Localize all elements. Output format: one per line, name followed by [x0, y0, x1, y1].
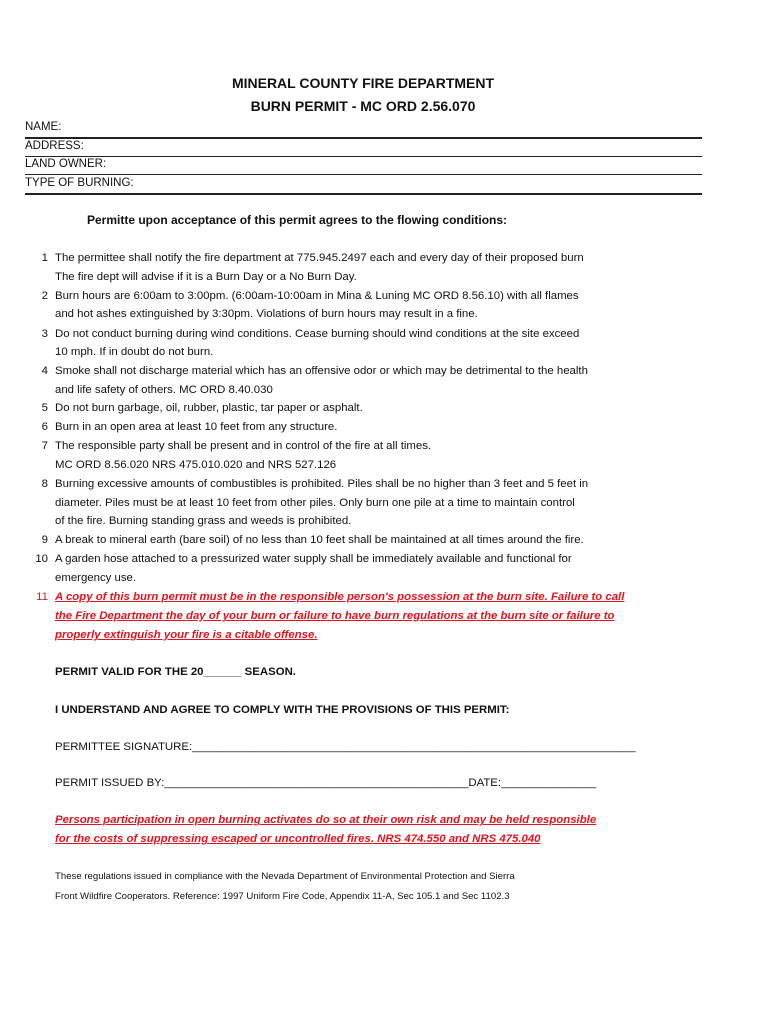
condition-text: 10 mph. If in doubt do not burn.: [55, 346, 214, 358]
condition-number: 1: [41, 252, 48, 264]
condition-text: Do not conduct burning during wind conditions. Cease burning should wind conditions at the site exceed: [55, 328, 580, 340]
condition-number: 2: [41, 290, 48, 302]
footer-note: Front Wildfire Cooperators. Reference: 1997 Uniform Fire Code, Appendix 11-A, Sec 105.1 and Sec 1102.3: [55, 891, 510, 902]
condition-text: Burn in an open area at least 10 feet from any structure.: [55, 421, 338, 433]
condition-number: 11: [36, 591, 48, 603]
condition-number: 5: [41, 402, 48, 414]
permit-issued-by-line[interactable]: PERMIT ISSUED BY:________________________________________________DATE:_______________: [55, 777, 597, 789]
conditions-intro: Permitte upon acceptance of this permit agrees to the flowing conditions:: [87, 213, 508, 227]
type-of-burning-label: TYPE OF BURNING:: [25, 177, 134, 189]
condition-text: The responsible party shall be present and in control of the fire at all times.: [55, 440, 432, 452]
footer-note: These regulations issued in compliance with the Nevada Department of Environmental Protection and Sierra: [55, 871, 515, 882]
condition-text: MC ORD 8.56.020 NRS 475.010.020 and NRS 527.126: [55, 459, 337, 471]
condition-text: emergency use.: [55, 572, 137, 584]
page-title: MINERAL COUNTY FIRE DEPARTMENT: [231, 75, 495, 91]
condition-number: 7: [41, 440, 48, 452]
condition-number: 8: [41, 478, 48, 490]
condition-text: A garden hose attached to a pressurized water supply shall be immediately available and functional for: [55, 553, 572, 565]
condition-number: 10: [35, 553, 48, 565]
name-label: NAME:: [25, 121, 62, 133]
condition-text-warning: A copy of this burn permit must be in the responsible person's possession at the burn site. Failure to call: [55, 591, 625, 603]
page-subtitle: BURN PERMIT - MC ORD 2.56.070: [250, 98, 476, 114]
risk-warning: for the costs of suppressing escaped or uncontrolled fires. NRS 474.550 and NRS 475.040: [55, 833, 541, 845]
condition-text: The fire dept will advise if it is a Burn Day or a No Burn Day.: [55, 271, 357, 283]
condition-text: The permittee shall notify the fire department at 775.945.2497 each and every day of their proposed burn: [55, 252, 584, 264]
condition-number: 3: [41, 328, 48, 340]
condition-text: Burn hours are 6:00am to 3:00pm. (6:00am-10:00am in Mina & Luning MC ORD 8.56.10) with all flames: [55, 290, 579, 302]
address-label: ADDRESS:: [25, 140, 84, 152]
risk-warning: Persons participation in open burning activates do so at their own risk and may be held responsible: [55, 814, 597, 826]
condition-text: Burning excessive amounts of combustibles is prohibited. Piles shall be no higher than 3 feet and 5 feet in: [55, 478, 589, 490]
condition-number: 6: [41, 421, 48, 433]
condition-text: of the fire. Burning standing grass and weeds is prohibited.: [55, 515, 352, 527]
condition-text: Smoke shall not discharge material which has an offensive odor or which may be detrimental to the health: [55, 365, 588, 377]
type-of-burning-field[interactable]: [25, 175, 702, 195]
condition-number: 4: [41, 365, 48, 377]
permit-valid-season[interactable]: PERMIT VALID FOR THE 20______ SEASON.: [55, 666, 296, 678]
permittee-signature-line[interactable]: PERMITTEE SIGNATURE:______________________________________________________________________: [55, 741, 636, 753]
agreement-statement: I UNDERSTAND AND AGREE TO COMPLY WITH THE PROVISIONS OF THIS PERMIT:: [55, 704, 510, 716]
name-field[interactable]: [25, 119, 702, 139]
condition-text-warning: the Fire Department the day of your burn or failure to have burn regulations at the burn site or failure to: [55, 610, 615, 622]
land-owner-field[interactable]: [25, 156, 702, 175]
condition-text: A break to mineral earth (bare soil) of no less than 10 feet shall be maintained at all times around the fire.: [55, 534, 584, 546]
condition-text: and life safety of others. MC ORD 8.40.030: [55, 384, 273, 396]
land-owner-label: LAND OWNER:: [25, 158, 107, 170]
condition-text: diameter. Piles must be at least 10 feet from other piles. Only burn one pile at a time to maintain control: [55, 497, 575, 509]
condition-number: 9: [41, 534, 48, 546]
address-field[interactable]: [25, 138, 702, 157]
condition-text: and hot ashes extinguished by 3:30pm. Violations of burn hours may result in a fine.: [55, 308, 478, 320]
condition-text-warning: properly extinguish your fire is a citable offense.: [55, 629, 318, 641]
condition-text: Do not burn garbage, oil, rubber, plastic, tar paper or asphalt.: [55, 402, 363, 414]
